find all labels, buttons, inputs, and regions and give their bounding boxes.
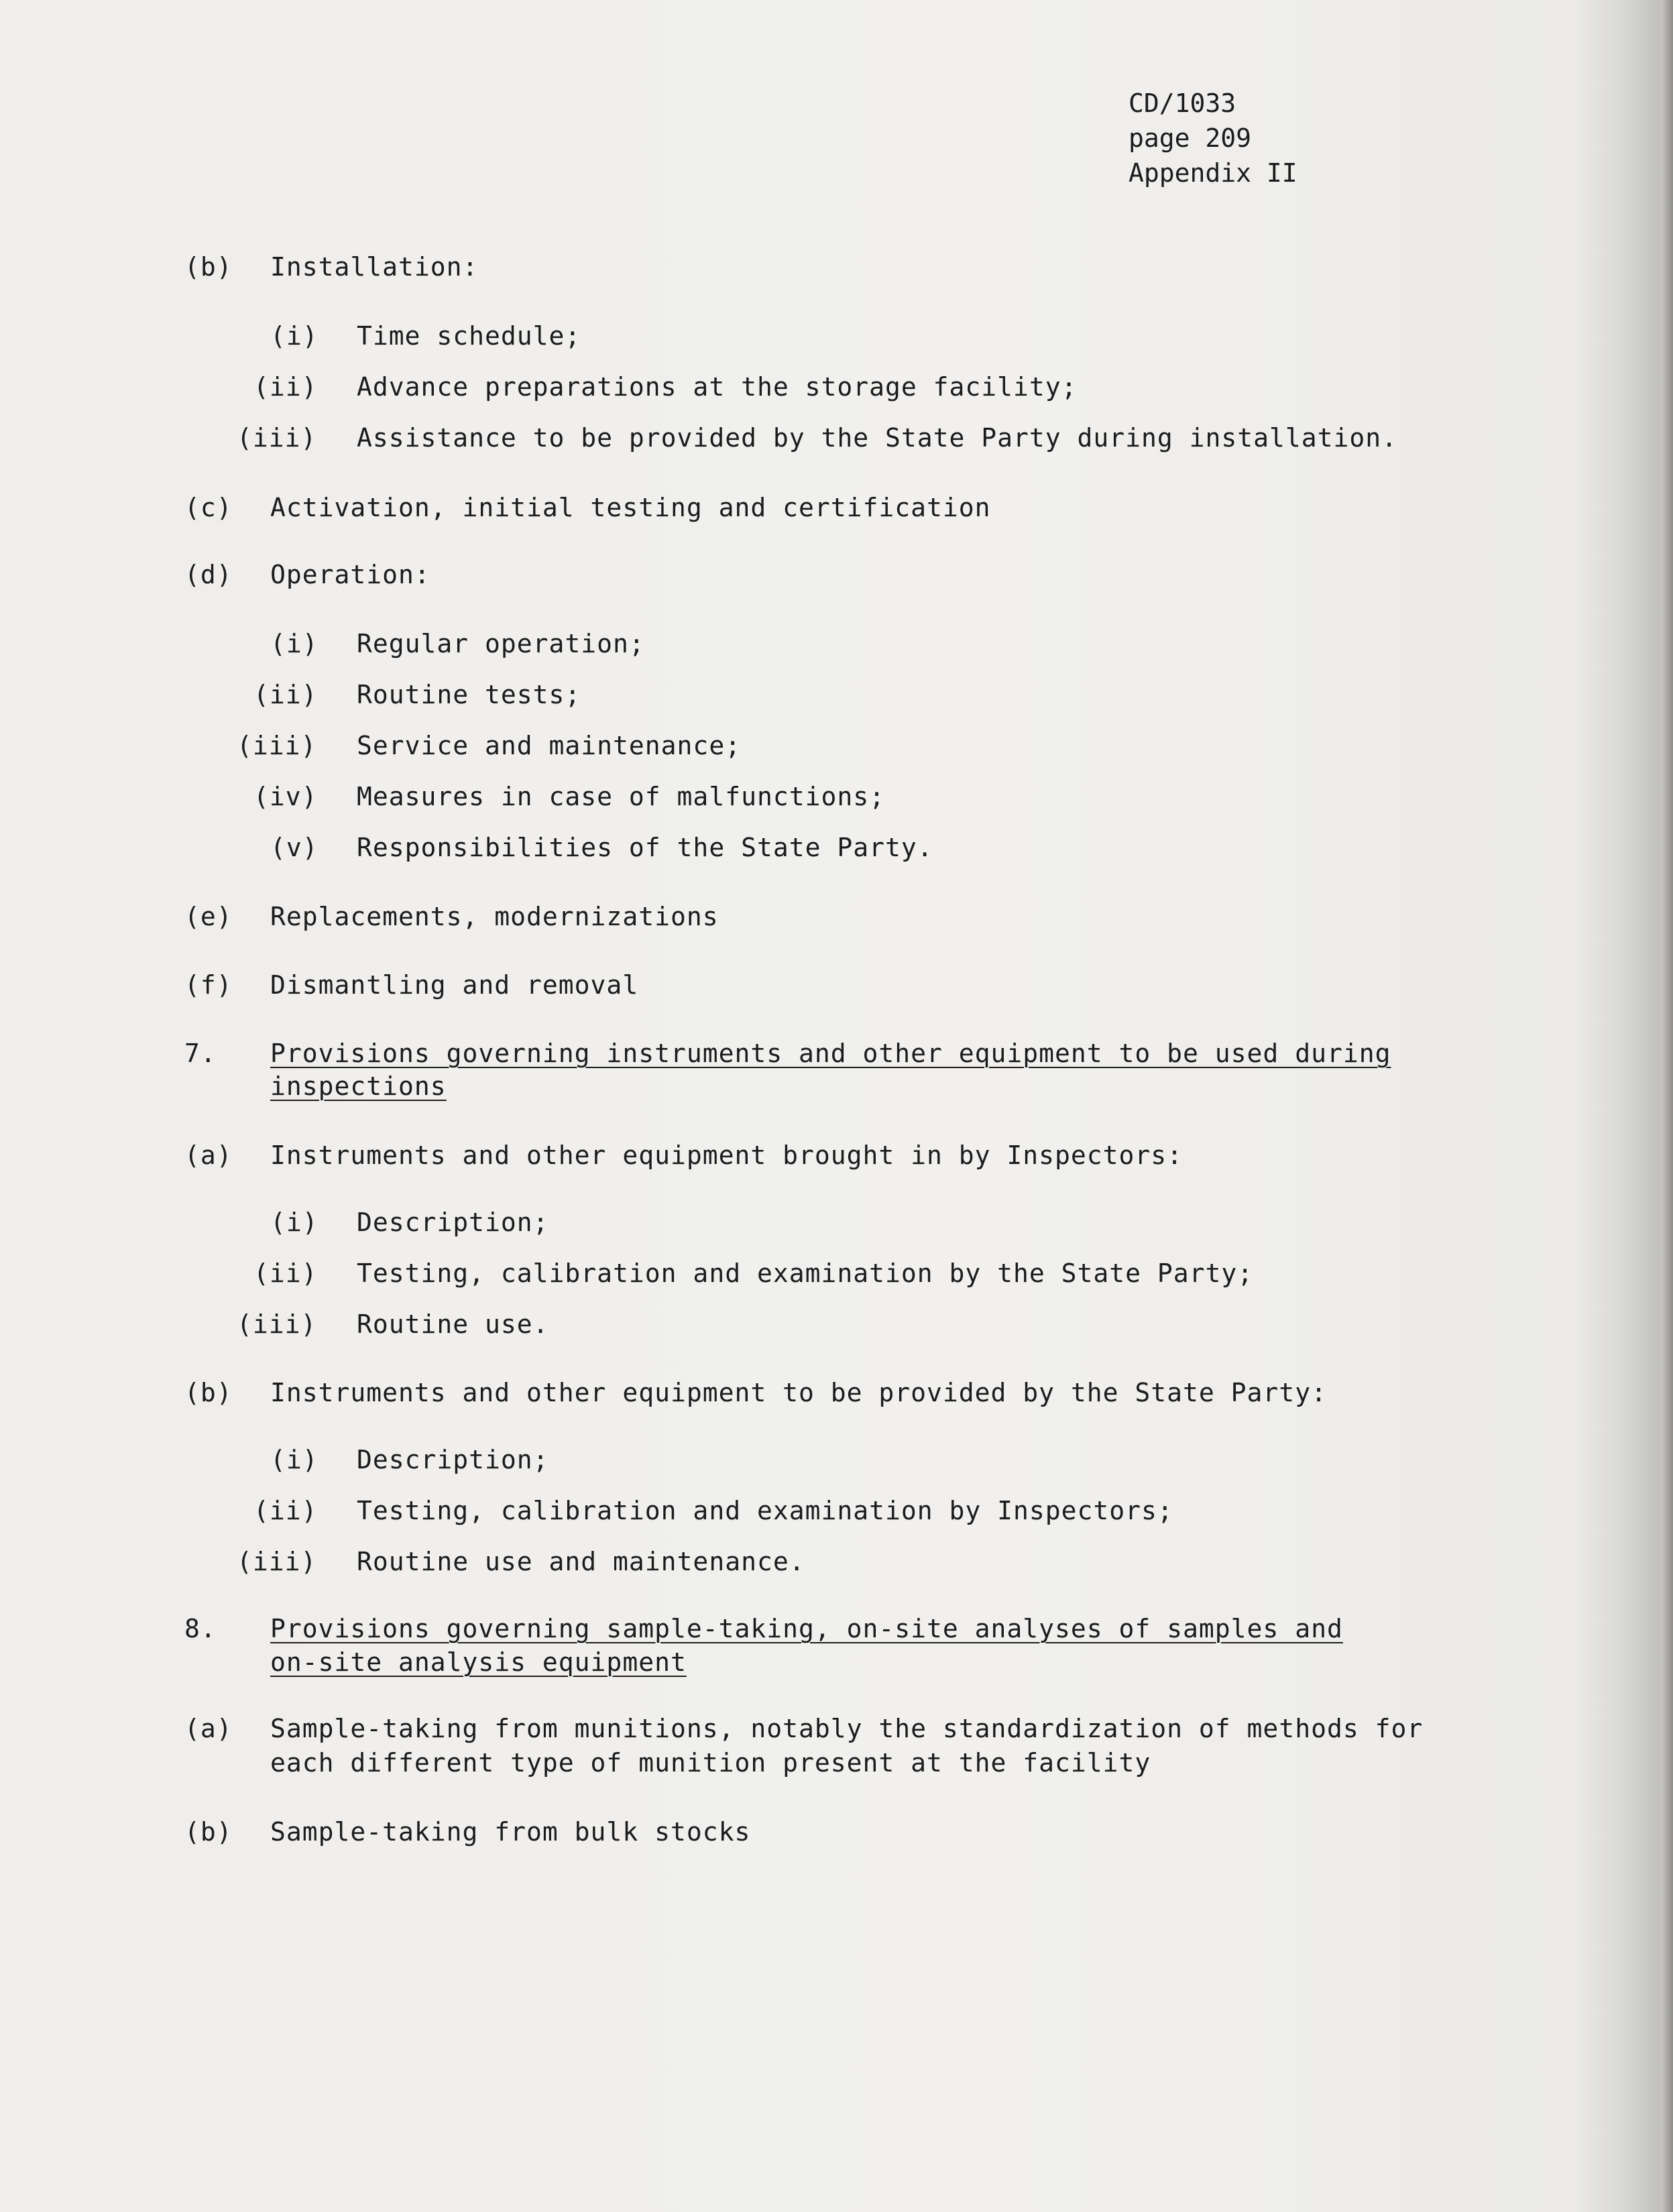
item-marker: (a) <box>184 1141 233 1170</box>
sub-item-text: Routine tests; <box>357 680 581 709</box>
sub-item-text: Time schedule; <box>357 321 581 351</box>
sub-item-text: Responsibilities of the State Party. <box>357 833 933 862</box>
sub-item-text: Assistance to be provided by the State Party during installation. <box>357 423 1398 453</box>
item-text-continued: each different type of munition present at the facility <box>270 1748 1151 1778</box>
item-marker: (f) <box>184 970 233 1000</box>
item-marker: (c) <box>184 493 233 522</box>
sub-item-marker: (i) <box>270 1208 319 1237</box>
section-heading: Provisions governing sample-taking, on-site analyses of samples and <box>270 1614 1343 1643</box>
sub-item-marker: (ii) <box>253 372 318 402</box>
section-number: 7. <box>184 1039 217 1068</box>
item-text: Dismantling and removal <box>270 970 639 1000</box>
document-id: CD/1033 <box>1129 89 1236 118</box>
sub-item-marker: (ii) <box>253 1496 318 1525</box>
sub-item-marker: (i) <box>270 1445 319 1474</box>
sub-item-text: Measures in case of malfunctions; <box>357 782 885 811</box>
item-marker: (d) <box>184 560 233 589</box>
item-marker: (b) <box>184 1378 233 1407</box>
item-text: Instruments and other equipment brought in by Inspectors: <box>270 1141 1184 1170</box>
sub-item-marker: (i) <box>270 321 319 351</box>
section-heading-continued: inspections <box>270 1071 447 1101</box>
sub-item-marker: (iii) <box>237 731 317 760</box>
sub-item-text: Service and maintenance; <box>357 731 742 760</box>
page-number: page 209 <box>1129 123 1252 153</box>
page-header <box>1129 86 1297 190</box>
item-text: Instruments and other equipment to be provided by the State Party: <box>270 1378 1327 1407</box>
item-marker: (b) <box>184 1817 233 1847</box>
item-text: Sample-taking from munitions, notably the standardization of methods for <box>270 1714 1424 1743</box>
sub-item-text: Description; <box>357 1445 549 1474</box>
item-text: Replacements, modernizations <box>270 902 719 931</box>
item-text: Installation: <box>270 252 479 282</box>
sub-item-marker: (ii) <box>253 1259 318 1288</box>
item-marker: (a) <box>184 1714 233 1743</box>
item-text: Operation: <box>270 560 430 589</box>
sub-item-marker: (i) <box>270 629 319 658</box>
section-heading-continued: on-site analysis equipment <box>270 1647 687 1677</box>
sub-item-text: Testing, calibration and examination by Inspectors; <box>357 1496 1173 1525</box>
section-heading: Provisions governing instruments and other equipment to be used during <box>270 1039 1391 1068</box>
sub-item-text: Regular operation; <box>357 629 645 658</box>
sub-item-text: Routine use and maintenance. <box>357 1547 805 1576</box>
sub-item-text: Advance preparations at the storage facility; <box>357 372 1078 402</box>
sub-item-marker: (v) <box>270 833 319 862</box>
sub-item-marker: (ii) <box>253 680 318 709</box>
sub-item-marker: (iii) <box>237 1547 317 1576</box>
sub-item-text: Routine use. <box>357 1309 549 1339</box>
appendix-label: Appendix II <box>1129 158 1297 188</box>
page-edge-shadow <box>1661 0 1673 2212</box>
sub-item-marker: (iii) <box>237 1309 317 1339</box>
item-marker: (b) <box>184 252 233 282</box>
sub-item-text: Description; <box>357 1208 549 1237</box>
item-marker: (e) <box>184 902 233 931</box>
sub-item-marker: (iv) <box>253 782 318 811</box>
sub-item-text: Testing, calibration and examination by the State Party; <box>357 1259 1254 1288</box>
item-text: Sample-taking from bulk stocks <box>270 1817 751 1847</box>
section-number: 8. <box>184 1614 217 1643</box>
item-text: Activation, initial testing and certification <box>270 493 991 522</box>
sub-item-marker: (iii) <box>237 423 317 453</box>
